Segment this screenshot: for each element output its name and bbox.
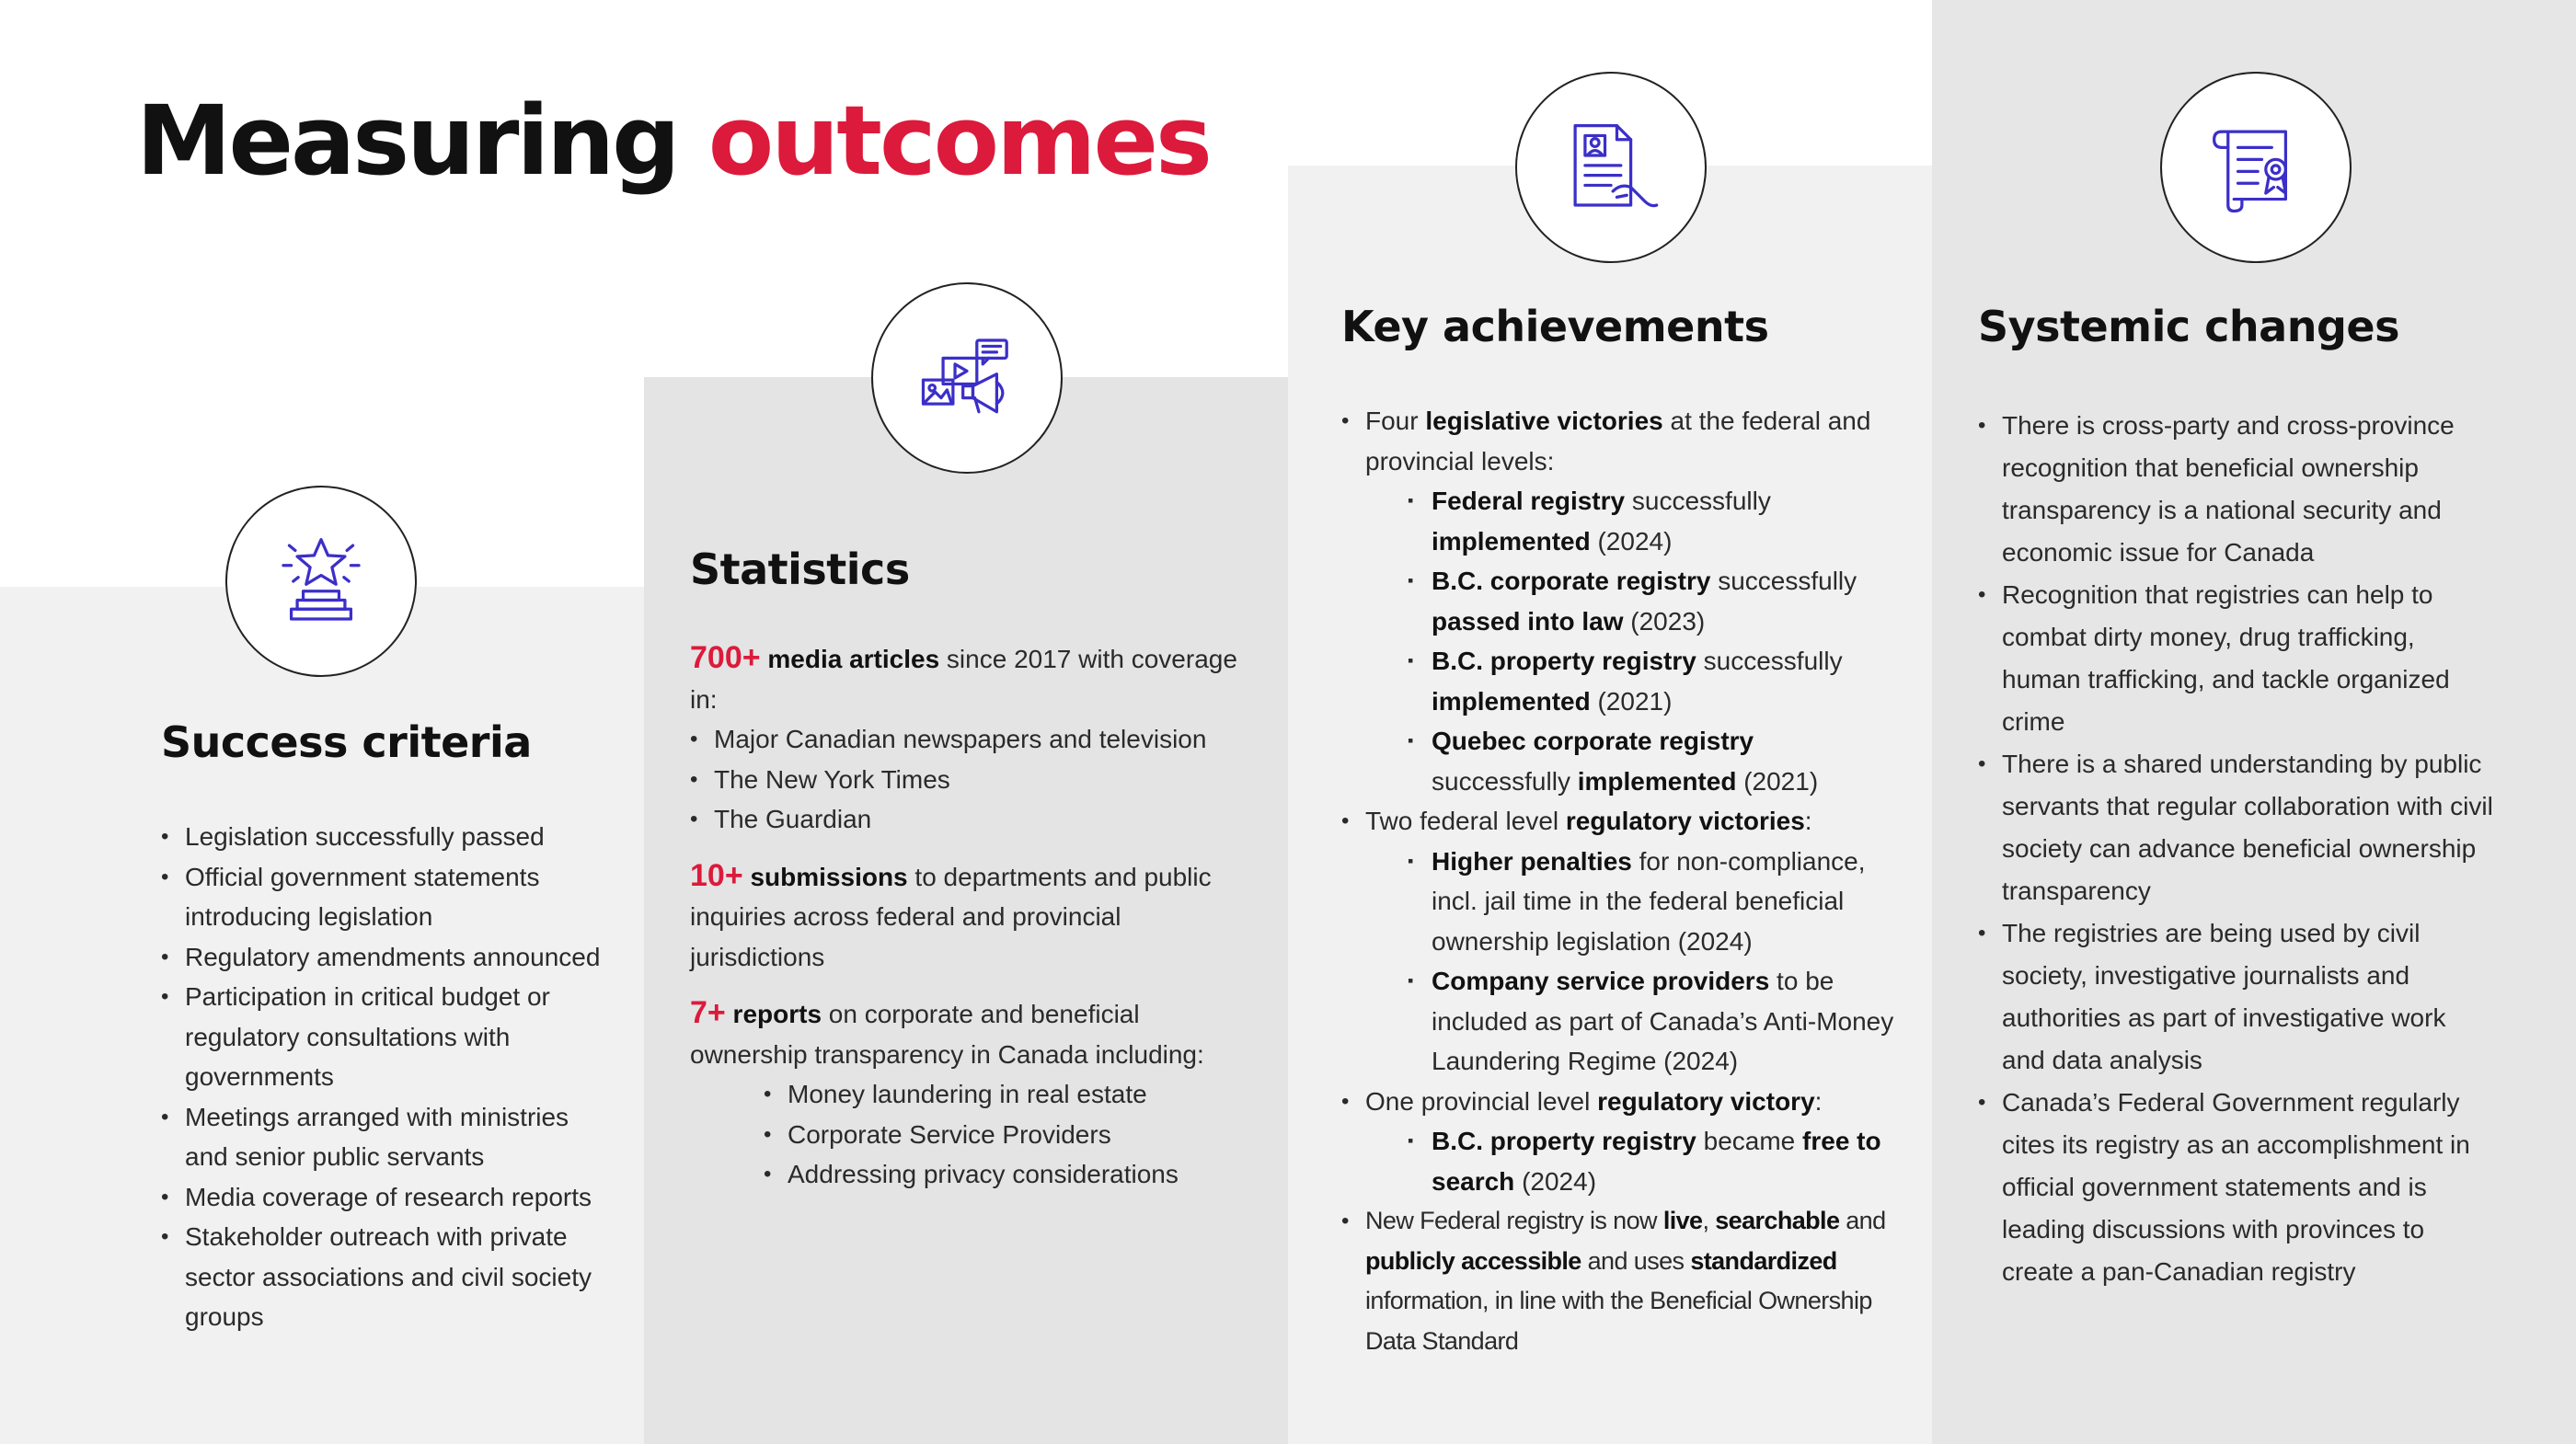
stat-text: on corporate and beneficial ownership transparency in Canada including: xyxy=(690,1000,1204,1069)
bold-text: regulatory victory xyxy=(1597,1086,1815,1116)
success-list xyxy=(161,817,612,1337)
text: (2023) xyxy=(1623,606,1706,636)
list-item: • There is cross-party and cross-province recognition that beneficial ownership transparency is a national security and economic issue for Canada xyxy=(1978,405,2493,574)
list-item: • Canada’s Federal Government regularly cites its registry as an accomplishment in official government statements and is leading discussions with provinces to create a pan-Canadian registry xyxy=(1978,1082,2493,1293)
list-item xyxy=(1408,842,1912,962)
list-item: • Corporate Service Providers xyxy=(764,1115,1260,1155)
bold-text: B.C. property registry xyxy=(1432,1127,1696,1155)
text: and xyxy=(1839,1207,1886,1234)
list-item: • Money laundering in real estate xyxy=(764,1074,1260,1115)
bold-text: implemented xyxy=(1432,526,1591,556)
list-item xyxy=(1341,401,1912,801)
success-icon-circle xyxy=(225,486,417,677)
title-part1: Measuring xyxy=(136,85,678,197)
achievements-list xyxy=(1341,401,1912,1361)
stat-text: to departments and public inquiries across federal and provincial jurisdictions xyxy=(690,862,1212,971)
list-item xyxy=(1408,961,1912,1082)
stat-number: 7+ xyxy=(690,995,726,1030)
list-item: • Legislation successfully passed xyxy=(161,817,612,857)
bold-text: Higher penalties xyxy=(1432,846,1632,876)
text: One provincial level xyxy=(1365,1086,1598,1116)
text: : xyxy=(1804,807,1812,835)
stat-reports xyxy=(690,993,1260,1074)
text: (2024) xyxy=(1590,526,1673,556)
stat-label: submissions xyxy=(750,862,908,891)
text: for non-compliance, incl. jail time in the federal beneficial ownership legislation (2024) xyxy=(1432,846,1866,956)
page-title xyxy=(136,85,1210,197)
title-part2: outcomes xyxy=(707,85,1210,197)
text: information, in line with the Beneficial Ownership Data Standard xyxy=(1365,1287,1872,1355)
list-item: • Official government statements introducing legislation xyxy=(161,857,612,937)
bold-text: implemented xyxy=(1432,686,1591,716)
success-heading: Success criteria xyxy=(161,717,532,767)
statistics-heading: Statistics xyxy=(690,544,910,594)
text: at the federal and provincial levels: xyxy=(1365,407,1871,476)
document-hand-icon xyxy=(1561,118,1661,217)
list-item xyxy=(1408,481,1912,561)
list-item xyxy=(1408,561,1912,641)
bold-text: passed into law xyxy=(1432,606,1624,636)
list-item: • Participation in critical budget or regulatory consultations with governments xyxy=(161,977,612,1097)
list-item: • Regulatory amendments announced xyxy=(161,937,612,978)
bold-text: Company service providers xyxy=(1432,967,1770,995)
list-item: • Major Canadian newspapers and television xyxy=(690,719,1260,760)
bold-text: free to search xyxy=(1432,1127,1881,1196)
text: (2021) xyxy=(1590,686,1673,716)
list-item: • Stakeholder outreach with private sector associations and civil society groups xyxy=(161,1217,612,1337)
list-item: • Recognition that registries can help to combat dirty money, drug trafficking, human trafficking, and tackle organized crime xyxy=(1978,574,2493,743)
text: successfully xyxy=(1696,647,1843,675)
text: to be included as part of Canada’s Anti-Money Laundering Regime (2024) xyxy=(1432,967,1894,1075)
list-item xyxy=(1408,721,1912,801)
regulatory-victories-list xyxy=(1408,842,1912,1082)
list-item xyxy=(1408,641,1912,721)
provincial-victory-list xyxy=(1408,1121,1912,1201)
bold-text: B.C. property registry xyxy=(1432,647,1696,675)
stat-number: 700+ xyxy=(690,640,761,675)
star-podium-icon xyxy=(271,532,371,631)
list-item: • Media coverage of research reports xyxy=(161,1177,612,1218)
text: and uses xyxy=(1581,1246,1691,1275)
list-item xyxy=(1341,1201,1912,1361)
stat-label: media articles xyxy=(767,645,940,673)
text: New Federal registry is now xyxy=(1365,1207,1663,1234)
bold-text: live xyxy=(1662,1207,1703,1234)
bold-text: regulatory victories xyxy=(1565,807,1805,835)
list-item: • The Guardian xyxy=(690,799,1260,840)
list-item: • Addressing privacy considerations xyxy=(764,1154,1260,1195)
systemic-block xyxy=(1978,405,2493,1293)
stat-text: since 2017 with coverage in: xyxy=(690,645,1237,714)
achievements-block xyxy=(1341,401,1912,1361)
text: successfully xyxy=(1710,567,1857,595)
bold-text: Quebec corporate registry xyxy=(1432,727,1754,755)
bold-text: standardized xyxy=(1690,1246,1837,1275)
systemic-heading: Systemic changes xyxy=(1978,302,2399,351)
text: , xyxy=(1702,1207,1716,1234)
certificate-scroll-icon xyxy=(2206,118,2306,217)
bold-text: legislative victories xyxy=(1425,407,1663,435)
media-coverage-list xyxy=(690,719,1260,840)
stat-submissions xyxy=(690,856,1260,978)
achievements-heading: Key achievements xyxy=(1341,302,1769,351)
list-item xyxy=(1341,1082,1912,1202)
bold-text: B.C. corporate registry xyxy=(1432,567,1711,595)
text: successfully xyxy=(1432,766,1578,796)
list-item xyxy=(1408,1121,1912,1201)
text: Two federal level xyxy=(1365,807,1566,835)
list-item: • The New York Times xyxy=(690,760,1260,800)
systemic-list xyxy=(1978,405,2493,1293)
systemic-icon-circle xyxy=(2160,72,2352,263)
stat-label: reports xyxy=(732,1000,822,1028)
list-item: • Meetings arranged with ministries and senior public servants xyxy=(161,1097,612,1177)
stat-media-articles xyxy=(690,638,1260,719)
achievements-icon-circle xyxy=(1515,72,1707,263)
text: : xyxy=(1814,1086,1823,1116)
reports-list xyxy=(764,1074,1260,1195)
stat-number: 10+ xyxy=(690,857,743,893)
list-item: • The registries are being used by civil society, investigative journalists and authorities as part of investigative work and data analysis xyxy=(1978,912,2493,1082)
text: became xyxy=(1696,1127,1803,1155)
bold-text: Federal registry xyxy=(1432,487,1626,515)
list-item xyxy=(1341,801,1912,1082)
bold-text: searchable xyxy=(1715,1207,1840,1234)
text: (2024) xyxy=(1514,1166,1597,1196)
bold-text: implemented xyxy=(1577,766,1737,796)
success-list-block xyxy=(161,817,612,1337)
list-item: • There is a shared understanding by public servants that regular collaboration with civil society can advance beneficial ownership transparency xyxy=(1978,743,2493,912)
text: successfully xyxy=(1625,487,1771,515)
media-megaphone-icon xyxy=(917,328,1017,428)
statistics-block xyxy=(690,638,1260,1195)
bold-text: publicly accessible xyxy=(1365,1246,1581,1275)
text: Four xyxy=(1365,407,1426,435)
legislative-victories-list xyxy=(1408,481,1912,801)
text: (2021) xyxy=(1736,766,1819,796)
statistics-icon-circle xyxy=(871,282,1063,474)
